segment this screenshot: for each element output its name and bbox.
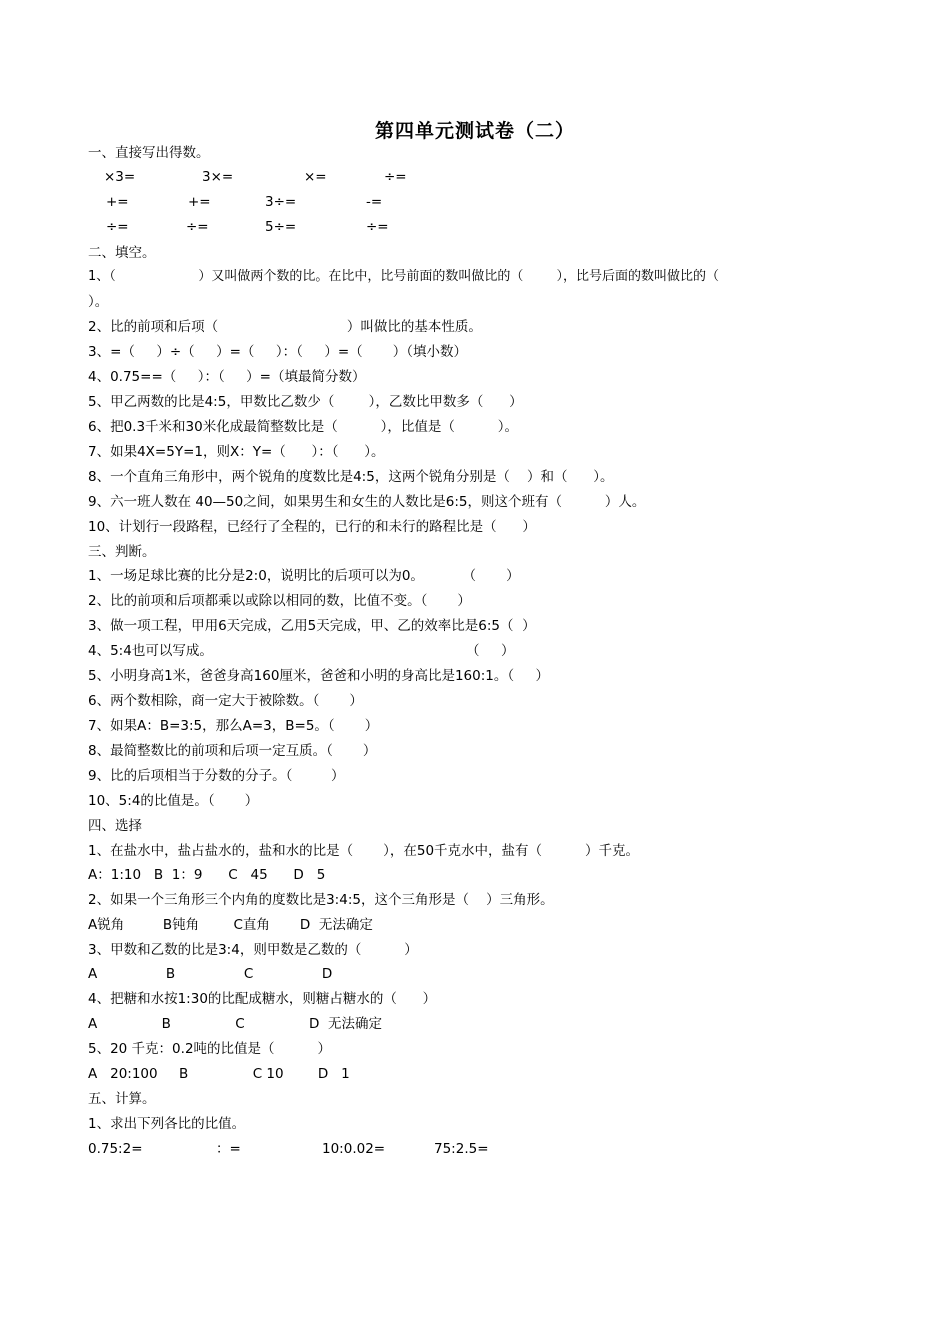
calc-item: -= bbox=[366, 194, 383, 210]
judge-question: 2、比的前项和后项都乘以或除以相同的数，比值不变。（ ） bbox=[88, 593, 471, 609]
calc-item: += bbox=[188, 194, 211, 210]
section-3-heading: 三、判断。 bbox=[88, 544, 156, 560]
judge-question: 7、如果A：B=3:5，那么A=3，B=5。（ ） bbox=[88, 718, 379, 734]
calc-item: 3÷= bbox=[265, 194, 297, 210]
section-1-heading: 一、直接写出得数。 bbox=[88, 145, 210, 161]
choice-options: A锐角 B钝角 C直角 D 无法确定 bbox=[88, 917, 373, 933]
calc-item: += bbox=[106, 194, 129, 210]
choice-question: 5、20 千克：0.2吨的比值是（ ） bbox=[88, 1041, 331, 1057]
fill-question: ）。 bbox=[88, 294, 109, 310]
choice-options: A：1:10 B 1：9 C 45 D 5 bbox=[88, 867, 326, 883]
choice-options: A B C D bbox=[88, 966, 333, 982]
calc-item: ×3= bbox=[104, 169, 136, 185]
calc-item: ÷= bbox=[106, 219, 129, 235]
fill-question: 5、甲乙两数的比是4:5，甲数比乙数少（ ），乙数比甲数多（ ） bbox=[88, 394, 523, 410]
judge-question: 10、5:4的比值是。（ ） bbox=[88, 793, 259, 809]
choice-question: 2、如果一个三角形三个内角的度数比是3:4:5，这个三角形是（ ）三角形。 bbox=[88, 892, 554, 908]
choice-question: 3、甲数和乙数的比是3:4，则甲数是乙数的（ ） bbox=[88, 942, 418, 958]
judge-question: 5、小明身高1米，爸爸身高160厘米，爸爸和小明的身高比是160:1。（ ） bbox=[88, 668, 550, 684]
section-5-heading: 五、计算。 bbox=[88, 1091, 156, 1107]
choice-options: A B C D 无法确定 bbox=[88, 1016, 383, 1032]
section-4-heading: 四、选择 bbox=[88, 818, 142, 834]
ratio-item: 10:0.02= bbox=[322, 1141, 386, 1157]
judge-question: 3、做一项工程，甲用6天完成，乙用5天完成，甲、乙的效率比是6:5（ ） bbox=[88, 618, 536, 634]
fill-question: 7、如果4X=5Y=1，则X：Y=（ ）：（ ）。 bbox=[88, 444, 385, 460]
fill-question: 8、一个直角三角形中，两个锐角的度数比是4:5，这两个锐角分别是（ ）和（ ）。 bbox=[88, 469, 614, 485]
choice-options: A 20:100 B C 10 D 1 bbox=[88, 1066, 350, 1082]
calc-item: ×= bbox=[304, 169, 327, 185]
fill-question: 10、计划行一段路程，已经行了全程的，已行的和未行的路程比是（ ） bbox=[88, 519, 536, 535]
judge-question: 8、最简整数比的前项和后项一定互质。（ ） bbox=[88, 743, 377, 759]
ratio-item: 75:2.5= bbox=[434, 1141, 489, 1157]
choice-question: 1、在盐水中，盐占盐水的，盐和水的比是（ ），在50千克水中，盐有（ ）千克。 bbox=[88, 843, 639, 859]
judge-question: 9、比的后项相当于分数的分子。（ ） bbox=[88, 768, 345, 784]
calc-item: 3×= bbox=[202, 169, 234, 185]
calc-item: ÷= bbox=[384, 169, 407, 185]
judge-question: 1、一场足球比赛的比分是2:0，说明比的后项可以为0。 （ ） bbox=[88, 568, 520, 584]
page-title: 第四单元测试卷（二） bbox=[374, 120, 575, 142]
judge-question: 6、两个数相除，商一定大于被除数。（ ） bbox=[88, 693, 363, 709]
calc-item: ÷= bbox=[186, 219, 209, 235]
fill-question: 3、=（ ）÷（ ）=（ ）：（ ）=（ ）（填小数） bbox=[88, 344, 467, 360]
section-2-heading: 二、填空。 bbox=[88, 245, 156, 261]
ratio-item: 0.75:2= bbox=[88, 1141, 143, 1157]
ratio-item: ：= bbox=[216, 1141, 241, 1157]
judge-question: 4、5:4也可以写成。 （ ） bbox=[88, 643, 515, 659]
fill-question: 9、六一班人数在 40—50之间，如果男生和女生的人数比是6:5，则这个班有（ ）人。 bbox=[88, 494, 646, 510]
calc-item: 5÷= bbox=[265, 219, 297, 235]
fill-question: 4、0.75==（ ）：（ ）=（填最简分数） bbox=[88, 369, 366, 385]
calc-subheading: 1、求出下列各比的比值。 bbox=[88, 1116, 246, 1132]
fill-question: 1、（ ）又叫做两个数的比。在比中，比号前面的数叫做比的（ ），比号后面的数叫做比的（ bbox=[88, 269, 719, 284]
choice-question: 4、把糖和水按1:30的比配成糖水，则糖占糖水的（ ） bbox=[88, 991, 437, 1007]
calc-item: ÷= bbox=[366, 219, 389, 235]
fill-question: 6、把0.3千米和30米化成最简整数比是（ ），比值是（ ）。 bbox=[88, 419, 519, 435]
fill-question: 2、比的前项和后项（ ）叫做比的基本性质。 bbox=[88, 319, 482, 335]
